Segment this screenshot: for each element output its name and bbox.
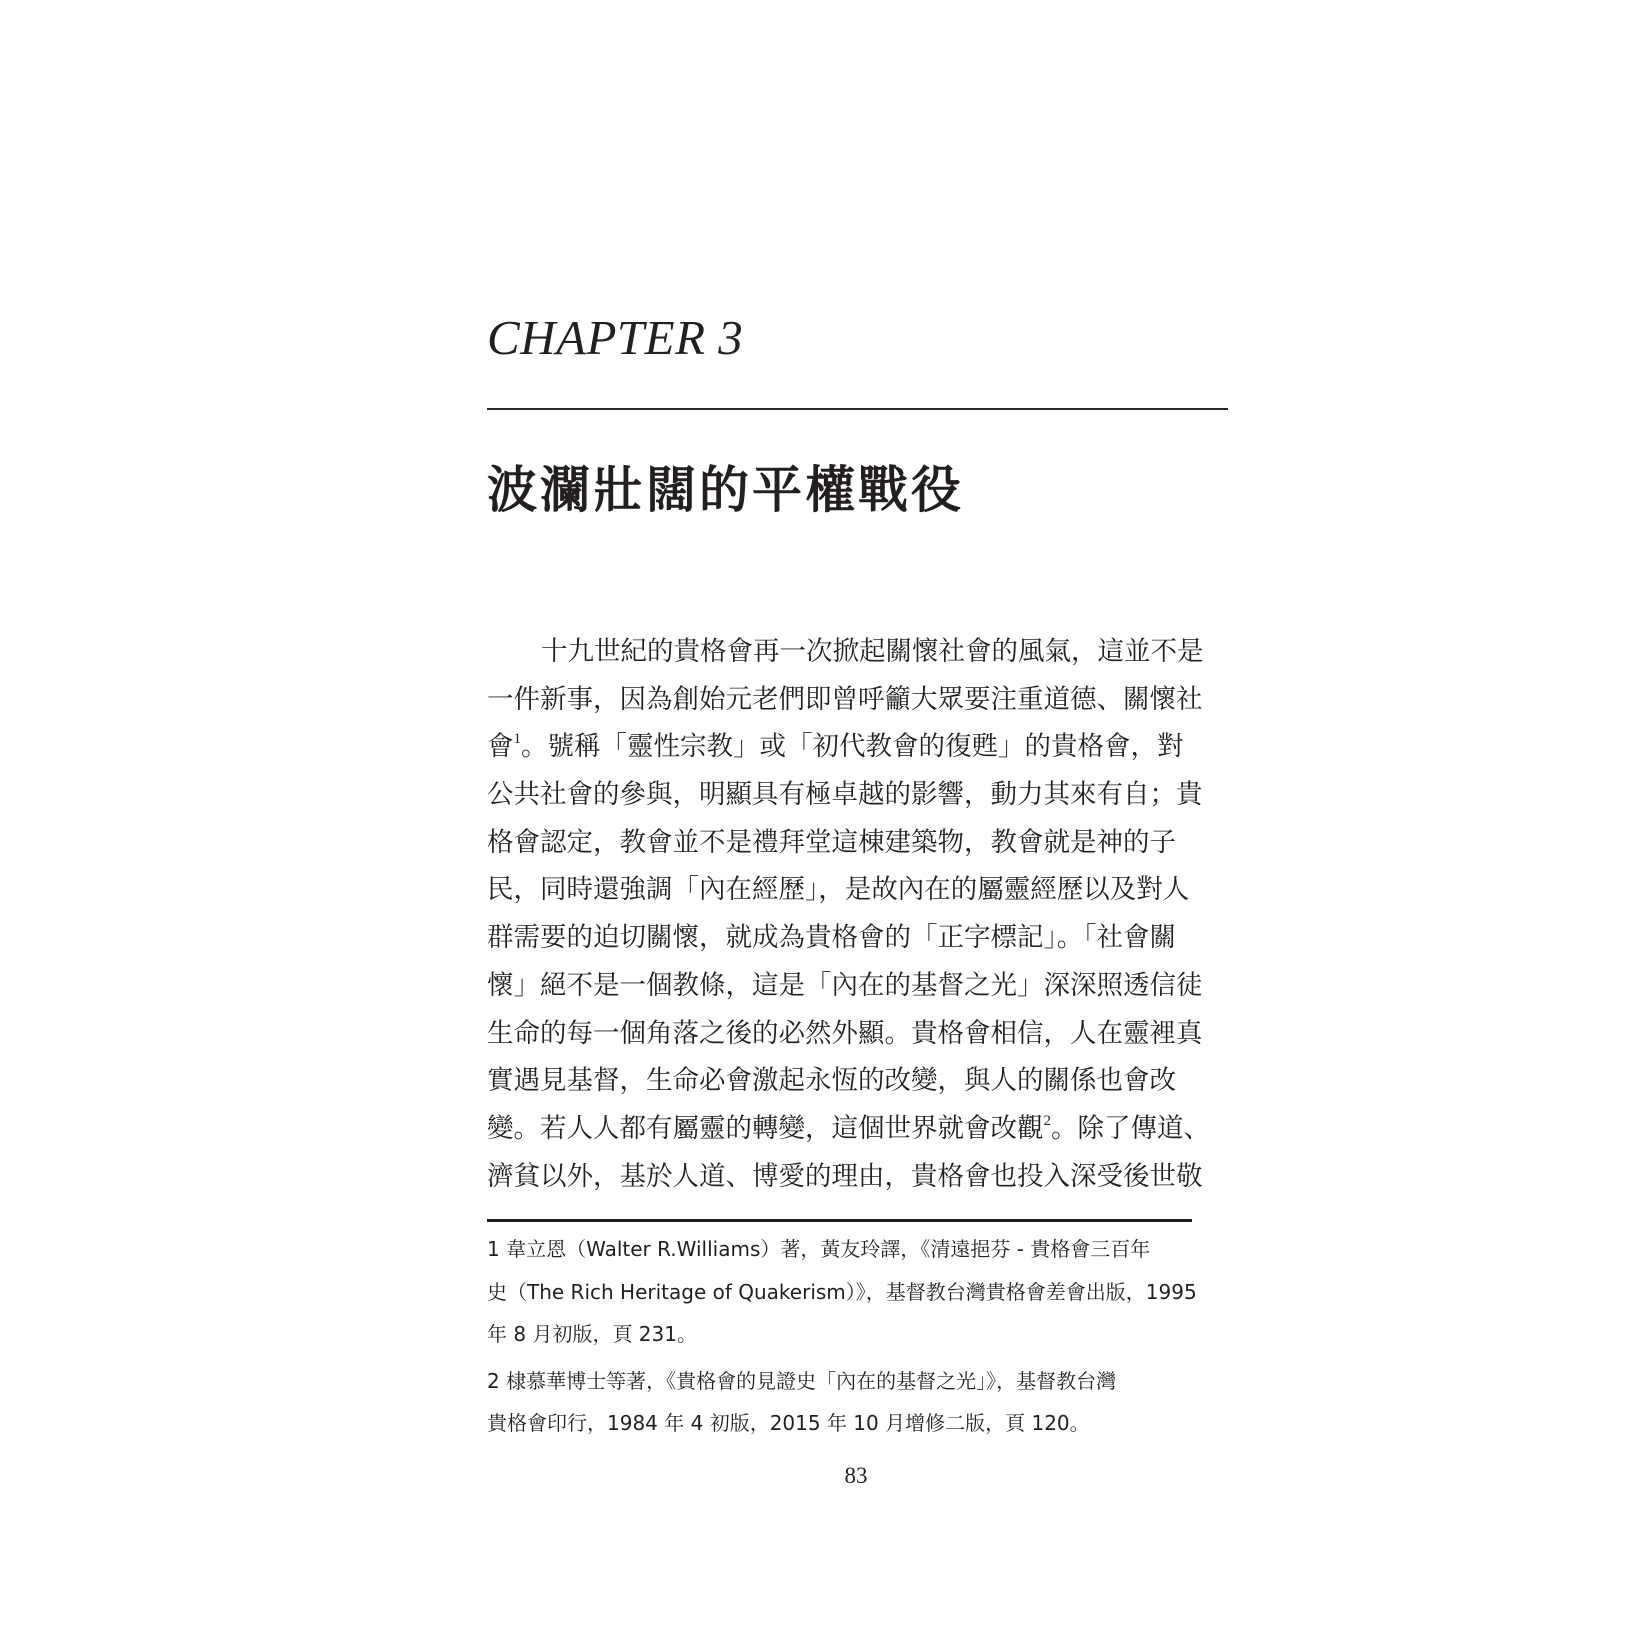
footnote-line: 貴格會印行，1984 年 4 初版，2015 年 10 月增修二版，頁 120。 bbox=[487, 1411, 1090, 1435]
footnote-reference: 2 bbox=[1043, 1112, 1051, 1129]
body-line: 格會認定，教會並不是禮拜堂這棟建築物，教會就是神的子 bbox=[487, 826, 1176, 858]
footnote-line: 1 韋立恩（Walter R.Williams）著，黃友玲譯，《清遠挹芬 - 貴格會三百年 bbox=[487, 1237, 1151, 1261]
body-line-text: 會 bbox=[487, 731, 514, 763]
body-line: 公共社會的參與，明顯具有極卓越的影響，動力其來有自；貴 bbox=[487, 779, 1203, 811]
footnote-2 bbox=[487, 1360, 1228, 1445]
body-line: 懷」絕不是一個教條，這是「內在的基督之光」深深照透信徒 bbox=[487, 969, 1203, 1001]
page-number: 83 bbox=[844, 1463, 868, 1488]
body-line: 一件新事，因為創始元老們即曾呼籲大眾要注重道德、關懷社 bbox=[487, 683, 1203, 715]
body-line bbox=[487, 1105, 1228, 1153]
body-line-text: 變。若人人都有屬靈的轉變，這個世界就會改觀 bbox=[487, 1112, 1044, 1144]
body-line-text: 。號稱「靈性宗教」或「初代教會的復甦」的貴格會，對 bbox=[521, 731, 1184, 763]
body-line bbox=[487, 723, 1228, 771]
body-line: 實遇見基督，生命必會激起永恆的改變，與人的關係也會改 bbox=[487, 1065, 1176, 1097]
body-line: 民，同時還強調「內在經歷」，是故內在的屬靈經歷以及對人 bbox=[487, 874, 1190, 906]
footnote-1 bbox=[487, 1228, 1228, 1356]
body-line: 生命的每一個角落之後的必然外顯。貴格會相信，人在靈裡真 bbox=[487, 1017, 1203, 1049]
chapter-title: 波瀾壯闊的平權戰役 bbox=[487, 461, 964, 519]
chapter-label: CHAPTER 3 bbox=[487, 310, 744, 365]
body-line: 群需要的迫切關懷，就成為貴格會的「正字標記」。「社會關 bbox=[487, 922, 1176, 954]
chapter-divider bbox=[487, 408, 1228, 410]
footnote-reference: 1 bbox=[513, 731, 521, 748]
body-paragraph bbox=[487, 628, 1228, 1200]
body-line-text: 。除了傳道、 bbox=[1051, 1112, 1210, 1144]
footnote-line: 年 8 月初版，頁 231。 bbox=[487, 1322, 697, 1346]
body-line: 濟貧以外，基於人道、博愛的理由，貴格會也投入深受後世敬 bbox=[487, 1160, 1203, 1192]
body-line: 十九世紀的貴格會再一次掀起關懷社會的風氣，這並不是 bbox=[541, 636, 1204, 667]
footnotes bbox=[487, 1228, 1228, 1445]
footnote-divider bbox=[487, 1219, 1192, 1222]
footnote-line: 2 棣慕華博士等著，《貴格會的見證史「內在的基督之光」》，基督教台灣 bbox=[487, 1368, 1117, 1393]
footnote-line: 史（The Rich Heritage of Quakerism）》，基督教台灣貴格會差會出版，1995 bbox=[487, 1279, 1197, 1304]
